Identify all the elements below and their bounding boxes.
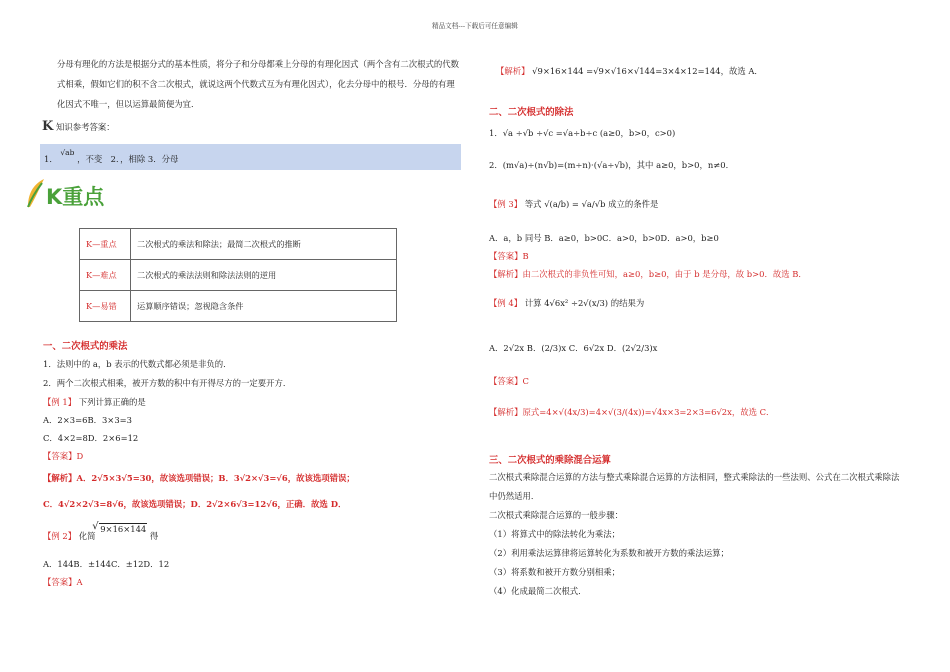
- sec3-para-2: 中仍然适用．: [489, 491, 540, 501]
- ex1-explanation-2: C．4√2×2√3=8√6，故该选项错误；D．2√2×6√3=12√6，正确．故选 D．: [43, 499, 347, 509]
- section-2-title: 二、二次根式的除法: [489, 107, 574, 118]
- step-2: （2）利用乘法运算律将运算转化为系数和被开方数的乘法运算；: [489, 548, 729, 558]
- ex3-explanation: 【解析】由二次根式的非负性可知，a≥0，b≥0，由于 b 是分母，故 b>0．故选 B．: [489, 269, 807, 279]
- step-3: （3）将系数和被开方数分别相乘；: [489, 567, 620, 577]
- row-tag: K—易错: [80, 291, 131, 322]
- example-3: [489, 198, 658, 210]
- ex2-exp-label: 【解析】: [496, 66, 530, 76]
- intro-line-1: 分母有理化的方法是根据分式的基本性质，将分子和分母都乘上分母的有理化因式（两个含有二次根式的代数: [57, 59, 459, 69]
- row-tag: K—重点: [80, 229, 131, 260]
- ex3-text: 等式 √(a/b) = √a/√b 成立的条件是: [524, 199, 659, 209]
- ex2-root-text: √ 9×16×144: [99, 523, 147, 534]
- table-row: [80, 260, 397, 291]
- ex4-label: 【例 4】: [489, 298, 523, 308]
- knowledge-ref-heading: [42, 119, 115, 134]
- answer-prefix: 1．: [44, 154, 58, 164]
- sec1-point-2: 2．两个二次根式相乘，被开方数的积中有开得尽方的一定要开方．: [43, 378, 292, 388]
- step-1: （1）将算式中的除法转化为乘法；: [489, 529, 620, 539]
- ex1-options-ab: A．2×3=6B．3×3=3: [43, 415, 132, 425]
- answer-root: √ab: [60, 148, 75, 157]
- example-4: [489, 297, 644, 309]
- ex1-label: 【例 1】: [43, 397, 77, 407]
- sec2-rule-1: 1．√a ÷√b ÷√c =√a÷b÷c (a≥0，b>0，c>0): [489, 128, 676, 138]
- page-header: 精品文档---下载后可任意编辑: [432, 22, 518, 30]
- section-1-title: 一、二次根式的乘法: [43, 341, 128, 352]
- step-4: （4）化成最简二次根式．: [489, 586, 587, 596]
- ex3-label: 【例 3】: [489, 199, 523, 209]
- example-1: [43, 396, 146, 408]
- ex1-answer: 【答案】D: [43, 451, 84, 461]
- knowledge-answer: [44, 148, 179, 165]
- knowledge-ref-label: 知识参考答案：: [55, 122, 115, 132]
- ex1-text: 下列计算正确的是: [78, 397, 146, 407]
- ex1-explanation-1: 【解析】A．2√5×3√5=30，故该选项错误；B．3√2×√3=√6，故该选项错误；: [43, 473, 355, 483]
- intro-line-3: 化因式不唯一，但以运算最简便为宜．: [57, 99, 200, 109]
- ex4-text: 计算 4√6x² ÷2√(x/3) 的结果为: [524, 298, 645, 308]
- row-text: 二次根式的乘法法则和除法法则的逆用: [131, 260, 397, 291]
- row-tag: K—难点: [80, 260, 131, 291]
- ex3-options: A．a，b 同号 B．a≥0，b>0C．a>0，b>0D．a>0，b≥0: [489, 233, 719, 243]
- ex2-text-post: 得: [149, 531, 159, 541]
- sec3-para-1: 二次根式乘除混合运算的方法与整式乘除混合运算的方法相同，整式乘除法的一些法则、公式在二次根式乘除法: [489, 472, 900, 482]
- row-text: 二次根式的乘法和除法；最简二次根式的推断: [131, 229, 397, 260]
- ex1-options-cd: C．4×2=8D．2×6=12: [43, 433, 139, 443]
- table-row: [80, 229, 397, 260]
- row-text: 运算顺序错误；忽视隐含条件: [131, 291, 397, 322]
- ex2-text-pre: 化简: [78, 531, 96, 541]
- sec1-point-1: 1．法则中的 a，b 表示的代数式都必须是非负的．: [43, 359, 232, 369]
- answer-rest: ，不变 2．，相除 3．分母: [77, 154, 179, 164]
- ex2-exp-text: √9×16×144 =√9×√16×√144=3×4×12=144，故选 A．: [532, 66, 763, 76]
- section-3-title: 三、二次根式的乘除混合运算: [489, 455, 611, 466]
- table-row: [80, 291, 397, 322]
- example-2: [43, 524, 159, 542]
- ex2-explanation: [496, 65, 763, 77]
- ex2-answer: 【答案】A: [43, 577, 83, 587]
- intro-line-2: 式相乘，假如它们的积不含二次根式，就说这两个代数式互为有理化因式），化去分母中的根号．分母的有理: [57, 79, 455, 89]
- k-letter-icon: K: [42, 119, 54, 134]
- ex3-answer: 【答案】B: [489, 251, 529, 261]
- ex4-answer: 【答案】C: [489, 376, 529, 386]
- ex2-options: A．144B．±144C．±12D．12: [43, 559, 170, 569]
- sec2-rule-2: 2．(m√a)÷(n√b)=(m÷n)·(√a÷√b)，其中 a≥0，b>0，n≠0．: [489, 160, 734, 170]
- answer-root-text: ab: [65, 148, 75, 157]
- ex2-root: [98, 524, 147, 534]
- logo-text: K重点: [46, 185, 105, 209]
- ex4-options: A．2√2x B．(2/3)x C．6√2x D．(2√2/3)x: [489, 343, 658, 353]
- ex4-explanation: 【解析】原式=4×√(4x/3)=4×√(3/(4x))=√4x×3=2×3=6√2x，故选 C．: [489, 407, 775, 417]
- sec3-para-3: 二次根式乘除混合运算的一般步骤：: [489, 510, 623, 520]
- key-points-table: [79, 228, 397, 322]
- ex2-label: 【例 2】: [43, 531, 77, 541]
